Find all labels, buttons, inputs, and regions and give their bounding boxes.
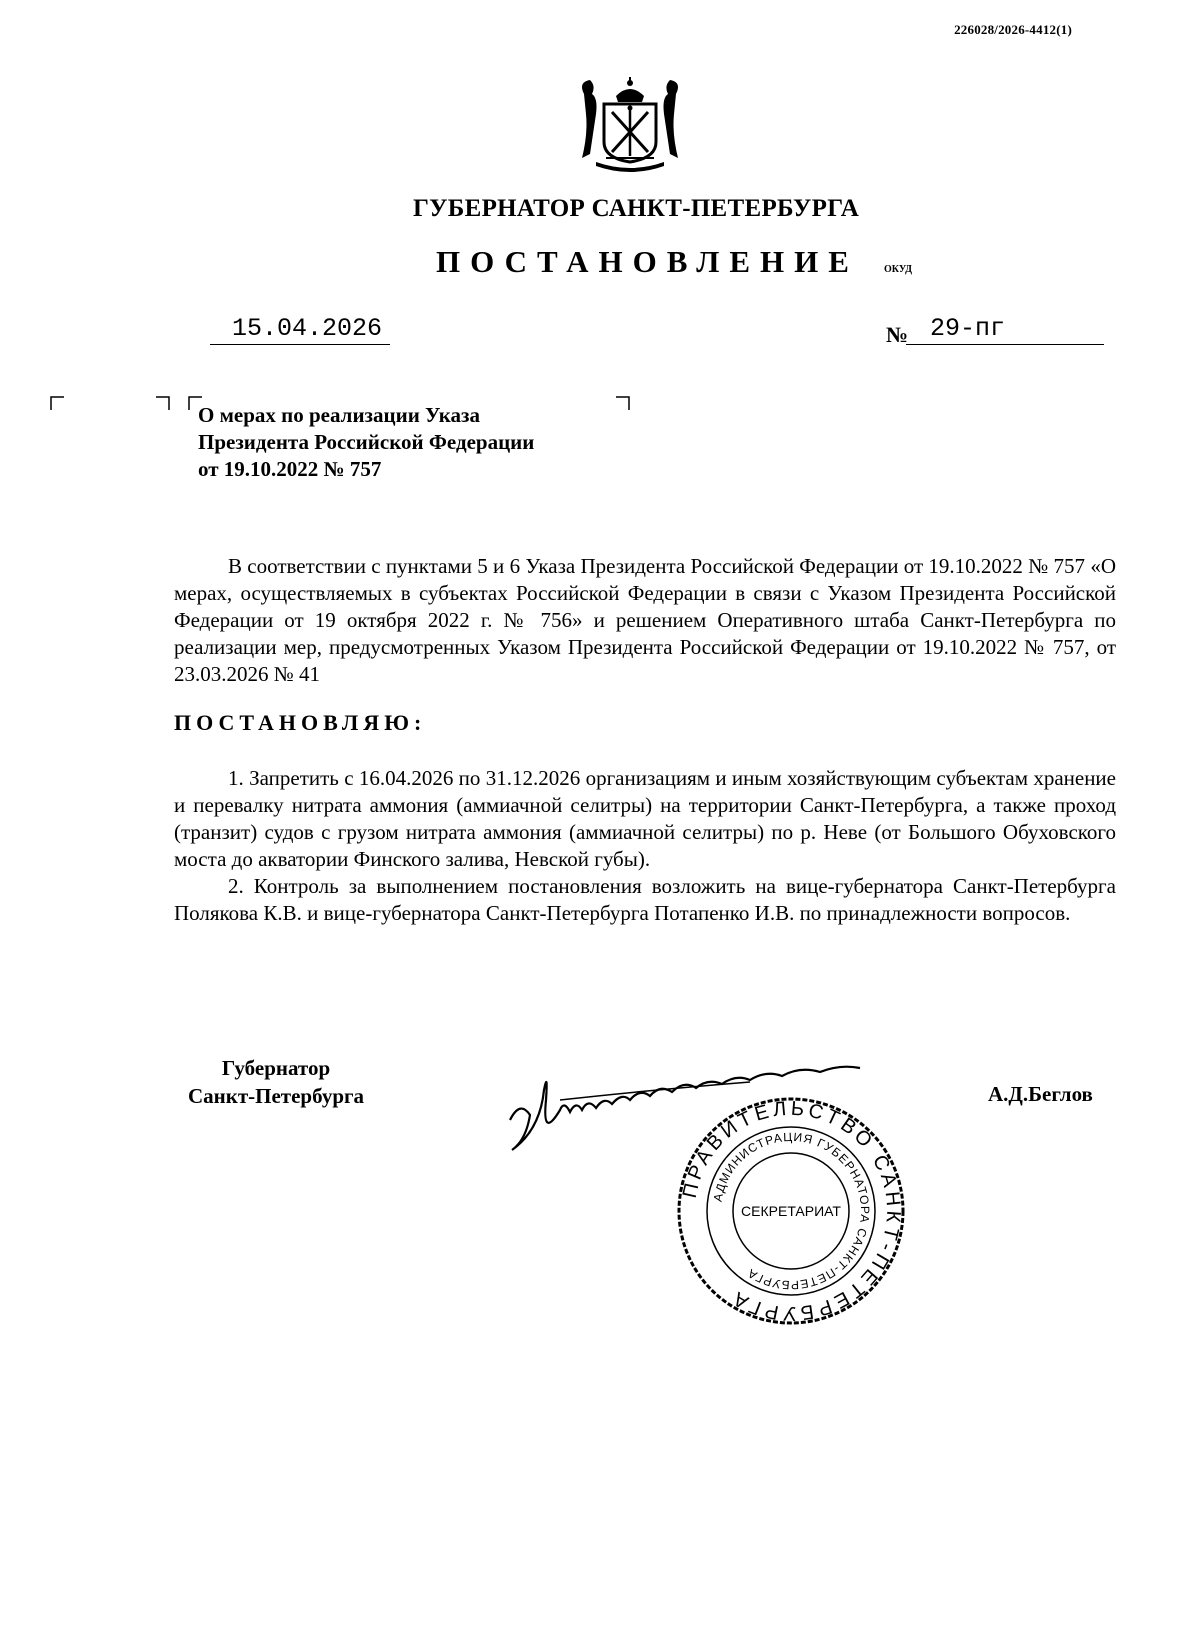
number-label: №	[886, 322, 909, 347]
saint-petersburg-coat-of-arms-icon	[576, 74, 684, 174]
document-number: 226028/2026-4412(1)	[954, 22, 1072, 37]
decree-items	[174, 765, 1116, 927]
decree-heading: ПОСТАНОВЛЯЮ:	[174, 710, 427, 735]
signatory-position-line: Губернатор	[221, 1056, 331, 1080]
document-type-title: ПОСТАНОВЛЕНИЕ	[436, 244, 859, 279]
official-stamp	[676, 1096, 906, 1326]
subject-line: О мерах по реализации Указа	[198, 403, 480, 427]
authority-title: ГУБЕРНАТОР САНКТ-ПЕТЕРБУРГА	[412, 195, 860, 222]
document-date: 15.04.2026	[210, 314, 390, 345]
corner-mark	[616, 396, 630, 410]
document-number-value: 29-пг	[906, 314, 1104, 345]
stamp-middle-text: АДМИНИСТРАЦИЯ ГУБЕРНАТОРА САНКТ-ПЕТЕРБУРГА	[710, 1129, 873, 1293]
signatory-name: А.Д.Беглов	[988, 1082, 1093, 1106]
signatory-position-line: Санкт-Петербурга	[187, 1084, 365, 1108]
document-subject	[198, 402, 534, 483]
corner-mark	[156, 396, 170, 410]
corner-mark	[50, 396, 64, 410]
preamble-paragraph: В соответствии с пунктами 5 и 6 Указа Президента Российской Федерации от 19.10.2022 № 757 «О мерах, осуществляемых в субъектах Российской Федерации в связи с Указом Президента Российской Федерации от 19 октября 2022 г. № 756» и решением Оперативного штаба Санкт-Петербурга по реализации мер, предусмотренных Указом Президента Российской Федерации от 19.10.2022 № 757, от 23.03.2026 № 41	[174, 554, 1116, 686]
decree-item: 2. Контроль за выполнением постановления возложить на вице-губернатора Санкт-Петербурга Полякова К.В. и вице-губернатора Санкт-Петербурга Потапенко И.В. по принадлежности вопросов.	[174, 874, 1116, 925]
stamp-outer-text: ПРАВИТЕЛЬСТВО САНКТ-ПЕТЕРБУРГА	[678, 1097, 905, 1325]
subject-line: от 19.10.2022 № 757	[198, 457, 382, 481]
decree-item: 1. Запретить с 16.04.2026 по 31.12.2026 организациям и иным хозяйствующим субъектам хранение и перевалку нитрата аммония (аммиачной селитры) на территории Санкт-Петербурга, а также проход (транзит) судов с грузом нитрата аммония (аммиачной селитры) по р. Неве (от Большого Обуховского моста до акватории Финского залива, Невской губы).	[174, 766, 1116, 871]
okud-label: ОКУД	[884, 264, 913, 275]
stamp-center-text: СЕКРЕТАРИАТ	[741, 1203, 841, 1219]
subject-line: Президента Российской Федерации	[198, 430, 535, 454]
preamble	[174, 553, 1116, 688]
signatory-position	[174, 1054, 378, 1110]
